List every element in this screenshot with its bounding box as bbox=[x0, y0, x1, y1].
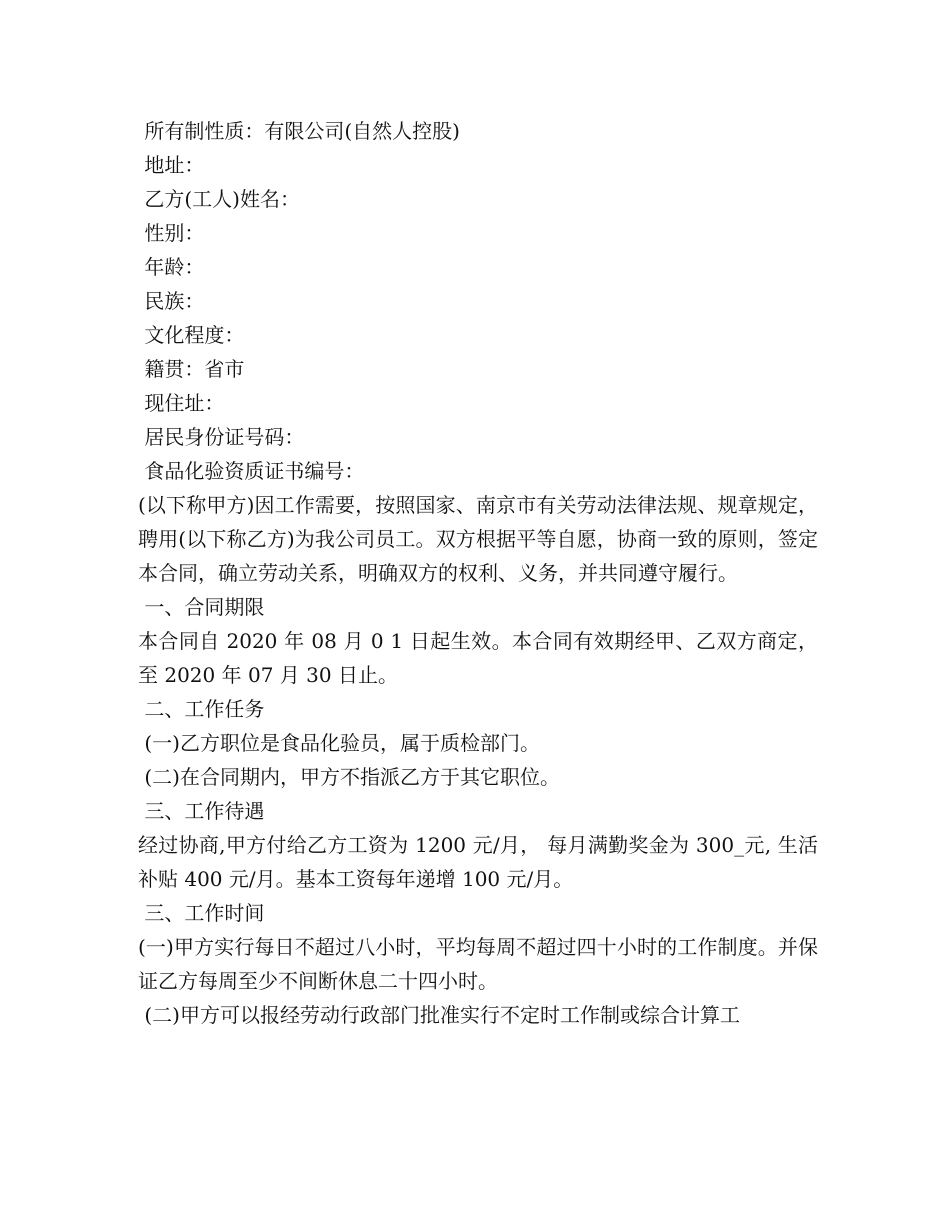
term-paragraph: 本合同自 2020 年 08 月 0 1 日起生效。本合同有效期经甲、乙双方商定， 至 2020 年 07 月 30 日止。 bbox=[138, 629, 818, 687]
section-heading-pay: 三、工作待遇 bbox=[138, 799, 265, 823]
tasks-item-2: (二)在合同期内，甲方不指派乙方于其它职位。 bbox=[138, 765, 560, 789]
address-line: 地址： bbox=[138, 153, 205, 177]
ethnicity-line: 民族： bbox=[138, 289, 205, 313]
education-line: 文化程度： bbox=[138, 323, 245, 347]
hours-item-2: (二)甲方可以报经劳动行政部门批准实行不定时工作制或综合计算工 bbox=[138, 1003, 740, 1027]
ownership-line: 所有制性质：有限公司(自然人控股) bbox=[138, 119, 460, 143]
intro-paragraph: (以下称甲方)因工作需要，按照国家、南京市有关劳动法律法规、规章规定，聘用(以下称乙方)为我公司员工。双方根据平等自愿，协商一致的原则，签定本合同，确立劳动关系，明确双方的权利、义务，并共同遵守履行。 bbox=[138, 493, 818, 585]
party-b-name-line: 乙方(工人)姓名： bbox=[138, 187, 300, 211]
section-heading-term: 一、合同期限 bbox=[138, 595, 265, 619]
document-body bbox=[138, 114, 818, 1032]
certificate-number-line: 食品化验资质证书编号： bbox=[138, 459, 365, 483]
age-line: 年龄： bbox=[138, 255, 205, 279]
section-heading-tasks: 二、工作任务 bbox=[138, 697, 265, 721]
native-place-line: 籍贯：省市 bbox=[138, 357, 245, 381]
pay-paragraph: 经过协商,甲方付给乙方工资为 1200 元/月， 每月满勤奖金为 300_元, 生活补贴 400 元/月。基本工资每年递增 100 元/月。 bbox=[138, 833, 818, 891]
id-number-line: 居民身份证号码： bbox=[138, 425, 305, 449]
section-heading-hours: 三、工作时间 bbox=[138, 901, 265, 925]
current-address-line: 现住址： bbox=[138, 391, 225, 415]
gender-line: 性别： bbox=[138, 221, 205, 245]
hours-item-1: (一)甲方实行每日不超过八小时，平均每周不超过四十小时的工作制度。并保证乙方每周至少不间断休息二十四小时。 bbox=[138, 935, 818, 993]
tasks-item-1: (一)乙方职位是食品化验员，属于质检部门。 bbox=[138, 731, 540, 755]
